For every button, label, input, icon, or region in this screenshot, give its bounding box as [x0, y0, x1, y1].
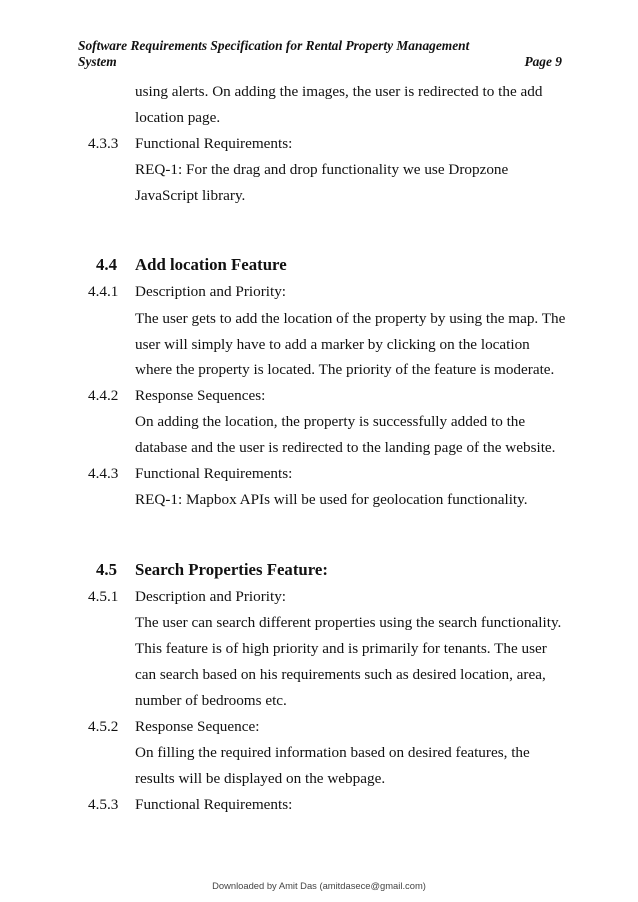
body-text-line: REQ-1: For the drag and drop functionality we use Dropzone [135, 161, 509, 178]
section-heading-4-5 [96, 557, 328, 583]
body-text-line: user will simply have to add a marker by clicking on the location [135, 336, 530, 353]
document-title-line-1: Software Requirements Specification for Rental Property Management [78, 38, 470, 53]
body-text-line: where the property is located. The priority of the feature is moderate. [135, 361, 555, 378]
subsection-number: 4.5.3 [88, 796, 119, 813]
section-number: 4.5 [96, 560, 117, 579]
subsection-label: Response Sequence: [135, 718, 260, 735]
document-title-line-2: System [78, 54, 117, 69]
section-title: Add location Feature [135, 255, 287, 274]
download-footer: Downloaded by Amit Das (amitdasece@gmail.com) [212, 880, 426, 891]
subsection-number: 4.4.2 [88, 387, 119, 404]
subsection-4-5-3 [88, 792, 292, 818]
subsection-number: 4.4.3 [88, 465, 119, 482]
subsection-label: Response Sequences: [135, 387, 266, 404]
body-text-line: REQ-1: Mapbox APIs will be used for geolocation functionality. [135, 491, 528, 508]
subsection-label: Functional Requirements: [135, 135, 293, 152]
body-text-line: On filling the required information based on desired features, the [135, 744, 530, 761]
subsection-4-3-3 [88, 131, 292, 157]
body-text-line: This feature is of high priority and is primarily for tenants. The user [135, 640, 547, 657]
subsection-label: Functional Requirements: [135, 465, 293, 482]
body-text-line: On adding the location, the property is successfully added to the [135, 413, 526, 430]
subsection-label: Description and Priority: [135, 283, 287, 300]
subsection-4-4-3 [88, 461, 292, 487]
section-heading-4-4 [96, 252, 287, 278]
body-text-line: database and the user is redirected to the landing page of the website. [135, 439, 556, 456]
body-text-line: The user can search different properties using the search functionality. [135, 614, 562, 631]
body-text-line: results will be displayed on the webpage. [135, 770, 386, 787]
body-text-line: JavaScript library. [135, 187, 246, 204]
subsection-4-4-1 [88, 279, 286, 305]
body-text-line: number of bedrooms etc. [135, 692, 287, 709]
subsection-4-5-1 [88, 584, 286, 610]
subsection-label: Description and Priority: [135, 588, 287, 605]
page-number: Page 9 [524, 54, 562, 69]
subsection-number: 4.5.1 [88, 588, 119, 605]
body-text-line: using alerts. On adding the images, the user is redirected to the add [135, 83, 543, 100]
subsection-4-5-2 [88, 714, 259, 740]
body-text-line: location page. [135, 109, 221, 126]
subsection-number: 4.3.3 [88, 135, 119, 152]
subsection-4-4-2 [88, 383, 265, 409]
section-title: Search Properties Feature: [135, 560, 328, 579]
subsection-number: 4.4.1 [88, 283, 119, 300]
body-text-line: The user gets to add the location of the property by using the map. The [135, 310, 566, 327]
subsection-label: Functional Requirements: [135, 796, 293, 813]
section-number: 4.4 [96, 255, 117, 274]
body-text-line: can search based on his requirements such as desired location, area, [135, 666, 546, 683]
subsection-number: 4.5.2 [88, 718, 119, 735]
